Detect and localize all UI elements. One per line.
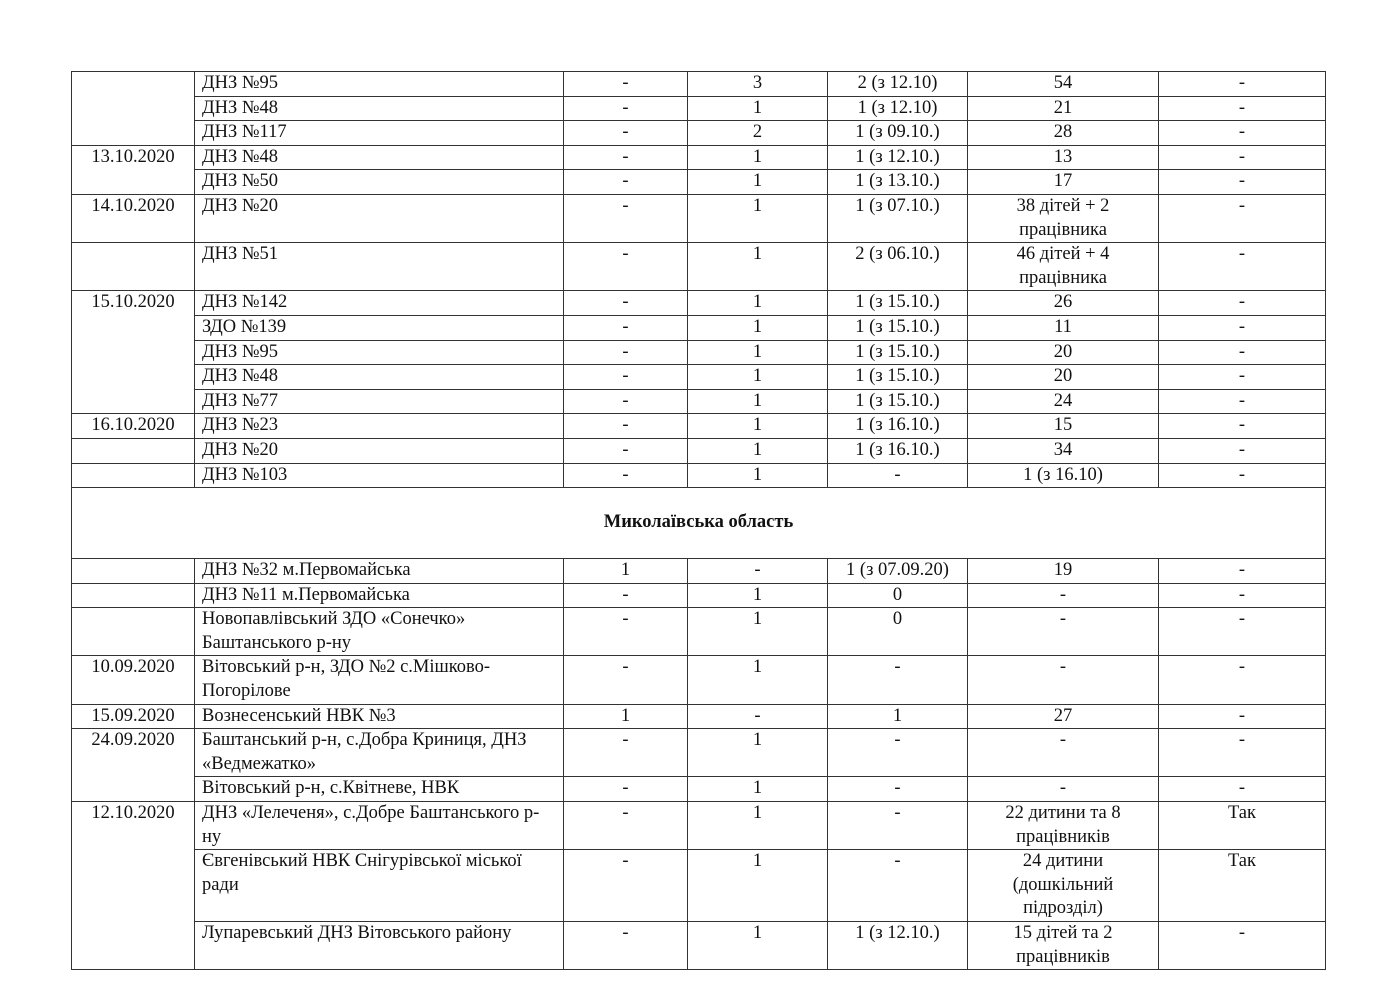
- value-cell: 3: [688, 72, 828, 97]
- value-cell: -: [1159, 922, 1326, 970]
- value-cell: -: [1159, 414, 1326, 439]
- value-cell: 1: [828, 704, 968, 729]
- value-cell: -: [1159, 365, 1326, 390]
- value-cell: -: [564, 243, 688, 291]
- value-cell: -: [564, 170, 688, 195]
- table-row: [72, 922, 1326, 970]
- value-cell: 2 (з 12.10): [828, 72, 968, 97]
- value-cell: 1: [688, 802, 828, 850]
- value-cell: 15: [968, 414, 1159, 439]
- value-cell: -: [564, 194, 688, 242]
- table-row: [72, 170, 1326, 195]
- institution-cell: ДНЗ №51: [195, 243, 564, 291]
- value-cell: -: [564, 583, 688, 608]
- date-cell: 14.10.2020: [72, 194, 195, 242]
- value-cell: -: [828, 729, 968, 777]
- region-title: Миколаївська область: [72, 488, 1326, 559]
- date-cell: [72, 72, 195, 97]
- date-cell: [72, 121, 195, 146]
- date-cell: 15.10.2020: [72, 291, 195, 316]
- value-cell: -: [1159, 656, 1326, 704]
- value-cell: 1: [688, 656, 828, 704]
- value-cell: 1: [688, 922, 828, 970]
- table-row: [72, 414, 1326, 439]
- institution-cell: ДНЗ №11 м.Первомайська: [195, 583, 564, 608]
- value-cell: 1 (з 15.10.): [828, 365, 968, 390]
- value-cell: 1: [688, 315, 828, 340]
- value-cell: -: [1159, 559, 1326, 584]
- table-row: [72, 777, 1326, 802]
- value-cell: 1: [688, 340, 828, 365]
- institution-cell: ЗДО №139: [195, 315, 564, 340]
- table-row: [72, 145, 1326, 170]
- value-cell: 1: [688, 365, 828, 390]
- date-cell: [72, 583, 195, 608]
- value-cell: -: [564, 463, 688, 488]
- value-cell: -: [564, 922, 688, 970]
- value-cell: -: [1159, 777, 1326, 802]
- table-row: [72, 704, 1326, 729]
- value-cell: 24: [968, 389, 1159, 414]
- value-cell: -: [688, 704, 828, 729]
- value-cell: -: [564, 365, 688, 390]
- value-cell: 1 (з 15.10.): [828, 315, 968, 340]
- value-cell: 26: [968, 291, 1159, 316]
- value-cell: -: [564, 145, 688, 170]
- value-cell: 1 (з 07.10.): [828, 194, 968, 242]
- institution-cell: ДНЗ №20: [195, 438, 564, 463]
- value-cell: -: [1159, 704, 1326, 729]
- institution-cell: ДНЗ «Лелеченя», с.Добре Баштанського р-ну: [195, 802, 564, 850]
- value-cell: -: [564, 802, 688, 850]
- value-cell: -: [564, 121, 688, 146]
- date-cell: [72, 389, 195, 414]
- value-cell: 1 (з 16.10.): [828, 438, 968, 463]
- value-cell: 20: [968, 340, 1159, 365]
- value-cell: -: [1159, 608, 1326, 656]
- institution-cell: ДНЗ №95: [195, 72, 564, 97]
- value-cell: 1: [688, 583, 828, 608]
- value-cell: 27: [968, 704, 1159, 729]
- value-cell: Так: [1159, 850, 1326, 922]
- table-row: [72, 96, 1326, 121]
- value-cell: -: [564, 438, 688, 463]
- value-cell: 38 дітей + 2 працівника: [968, 194, 1159, 242]
- value-cell: 1: [564, 704, 688, 729]
- date-cell: [72, 315, 195, 340]
- value-cell: -: [1159, 121, 1326, 146]
- value-cell: Так: [1159, 802, 1326, 850]
- institution-cell: ДНЗ №23: [195, 414, 564, 439]
- value-cell: 1: [688, 170, 828, 195]
- value-cell: 11: [968, 315, 1159, 340]
- value-cell: 1: [688, 608, 828, 656]
- value-cell: 1: [688, 414, 828, 439]
- table-row: [72, 729, 1326, 777]
- value-cell: -: [1159, 340, 1326, 365]
- value-cell: 1: [688, 438, 828, 463]
- value-cell: 2 (з 06.10.): [828, 243, 968, 291]
- value-cell: -: [1159, 315, 1326, 340]
- institution-cell: ДНЗ №142: [195, 291, 564, 316]
- value-cell: -: [828, 850, 968, 922]
- table-row: [72, 559, 1326, 584]
- value-cell: 19: [968, 559, 1159, 584]
- value-cell: -: [828, 802, 968, 850]
- institution-cell: ДНЗ №48: [195, 96, 564, 121]
- value-cell: 28: [968, 121, 1159, 146]
- value-cell: 15 дітей та 2 працівників: [968, 922, 1159, 970]
- institution-cell: ДНЗ №50: [195, 170, 564, 195]
- value-cell: -: [564, 389, 688, 414]
- date-cell: 24.09.2020: [72, 729, 195, 777]
- date-cell: [72, 463, 195, 488]
- institution-cell: ДНЗ №117: [195, 121, 564, 146]
- data-table: [71, 71, 1326, 970]
- value-cell: -: [564, 850, 688, 922]
- value-cell: -: [688, 559, 828, 584]
- value-cell: -: [968, 608, 1159, 656]
- date-cell: 13.10.2020: [72, 145, 195, 170]
- region-header-row: [72, 488, 1326, 559]
- date-cell: 12.10.2020: [72, 802, 195, 850]
- value-cell: -: [1159, 583, 1326, 608]
- value-cell: 1 (з 16.10): [968, 463, 1159, 488]
- value-cell: 1: [688, 850, 828, 922]
- date-cell: 15.09.2020: [72, 704, 195, 729]
- value-cell: 1: [688, 291, 828, 316]
- value-cell: -: [1159, 72, 1326, 97]
- value-cell: -: [564, 96, 688, 121]
- value-cell: 1: [688, 243, 828, 291]
- value-cell: -: [828, 463, 968, 488]
- value-cell: 1 (з 15.10.): [828, 291, 968, 316]
- value-cell: -: [564, 777, 688, 802]
- value-cell: -: [564, 72, 688, 97]
- value-cell: 1 (з 07.09.20): [828, 559, 968, 584]
- date-cell: [72, 922, 195, 970]
- value-cell: -: [1159, 96, 1326, 121]
- value-cell: -: [1159, 194, 1326, 242]
- value-cell: 1: [564, 559, 688, 584]
- value-cell: 1 (з 15.10.): [828, 340, 968, 365]
- value-cell: -: [564, 608, 688, 656]
- date-cell: [72, 340, 195, 365]
- value-cell: 1 (з 12.10): [828, 96, 968, 121]
- institution-cell: Вітовський р-н, ЗДО №2 с.Мішково-Погорілове: [195, 656, 564, 704]
- table-row: [72, 315, 1326, 340]
- table-row: [72, 802, 1326, 850]
- date-cell: [72, 365, 195, 390]
- value-cell: -: [1159, 729, 1326, 777]
- value-cell: -: [1159, 291, 1326, 316]
- table-row: [72, 72, 1326, 97]
- institution-cell: Вітовський р-н, с.Квітневе, НВК: [195, 777, 564, 802]
- institution-cell: Баштанський р-н, с.Добра Криниця, ДНЗ «Ведмежатко»: [195, 729, 564, 777]
- table-row: [72, 583, 1326, 608]
- value-cell: 13: [968, 145, 1159, 170]
- value-cell: -: [564, 414, 688, 439]
- table-row: [72, 850, 1326, 922]
- value-cell: 2: [688, 121, 828, 146]
- value-cell: 0: [828, 608, 968, 656]
- value-cell: -: [564, 729, 688, 777]
- value-cell: -: [1159, 145, 1326, 170]
- value-cell: 1: [688, 96, 828, 121]
- value-cell: 1: [688, 145, 828, 170]
- institution-cell: ДНЗ №48: [195, 145, 564, 170]
- table-row: [72, 243, 1326, 291]
- value-cell: -: [1159, 389, 1326, 414]
- value-cell: 1 (з 12.10.): [828, 922, 968, 970]
- value-cell: 1 (з 15.10.): [828, 389, 968, 414]
- value-cell: 1: [688, 389, 828, 414]
- value-cell: -: [968, 729, 1159, 777]
- value-cell: 17: [968, 170, 1159, 195]
- value-cell: 22 дитини та 8 працівників: [968, 802, 1159, 850]
- institution-cell: Євгенівський НВК Снігурівської міської ради: [195, 850, 564, 922]
- value-cell: -: [968, 656, 1159, 704]
- date-cell: [72, 243, 195, 291]
- institution-cell: Вознесенський НВК №3: [195, 704, 564, 729]
- institution-cell: Новопавлівський ЗДО «Сонечко» Баштанського р-ну: [195, 608, 564, 656]
- date-cell: [72, 559, 195, 584]
- value-cell: 54: [968, 72, 1159, 97]
- value-cell: 34: [968, 438, 1159, 463]
- value-cell: -: [828, 656, 968, 704]
- value-cell: -: [1159, 243, 1326, 291]
- date-cell: 16.10.2020: [72, 414, 195, 439]
- institution-cell: ДНЗ №20: [195, 194, 564, 242]
- table-row: [72, 291, 1326, 316]
- value-cell: 1: [688, 194, 828, 242]
- table-row: [72, 389, 1326, 414]
- value-cell: 1 (з 09.10.): [828, 121, 968, 146]
- table-row: [72, 365, 1326, 390]
- value-cell: 1 (з 13.10.): [828, 170, 968, 195]
- date-cell: 10.09.2020: [72, 656, 195, 704]
- value-cell: -: [1159, 463, 1326, 488]
- table-row: [72, 608, 1326, 656]
- value-cell: 0: [828, 583, 968, 608]
- table-row: [72, 438, 1326, 463]
- table-row: [72, 656, 1326, 704]
- institution-cell: ДНЗ №32 м.Первомайська: [195, 559, 564, 584]
- institution-cell: ДНЗ №77: [195, 389, 564, 414]
- date-cell: [72, 170, 195, 195]
- table-row: [72, 121, 1326, 146]
- value-cell: -: [564, 291, 688, 316]
- date-cell: [72, 96, 195, 121]
- table-row: [72, 194, 1326, 242]
- value-cell: 46 дітей + 4 працівника: [968, 243, 1159, 291]
- value-cell: 24 дитини (дошкільний підрозділ): [968, 850, 1159, 922]
- value-cell: -: [564, 315, 688, 340]
- value-cell: -: [1159, 438, 1326, 463]
- institution-cell: ДНЗ №95: [195, 340, 564, 365]
- table-row: [72, 463, 1326, 488]
- institution-cell: ДНЗ №48: [195, 365, 564, 390]
- value-cell: 20: [968, 365, 1159, 390]
- value-cell: 1: [688, 729, 828, 777]
- value-cell: 1: [688, 463, 828, 488]
- date-cell: [72, 777, 195, 802]
- table-row: [72, 340, 1326, 365]
- date-cell: [72, 608, 195, 656]
- value-cell: 1 (з 12.10.): [828, 145, 968, 170]
- date-cell: [72, 438, 195, 463]
- value-cell: -: [564, 340, 688, 365]
- value-cell: 1: [688, 777, 828, 802]
- institution-cell: ДНЗ №103: [195, 463, 564, 488]
- value-cell: 21: [968, 96, 1159, 121]
- value-cell: -: [968, 583, 1159, 608]
- value-cell: -: [564, 656, 688, 704]
- institution-cell: Лупаревський ДНЗ Вітовського району: [195, 922, 564, 970]
- date-cell: [72, 850, 195, 922]
- value-cell: -: [1159, 170, 1326, 195]
- value-cell: -: [968, 777, 1159, 802]
- value-cell: -: [828, 777, 968, 802]
- value-cell: 1 (з 16.10.): [828, 414, 968, 439]
